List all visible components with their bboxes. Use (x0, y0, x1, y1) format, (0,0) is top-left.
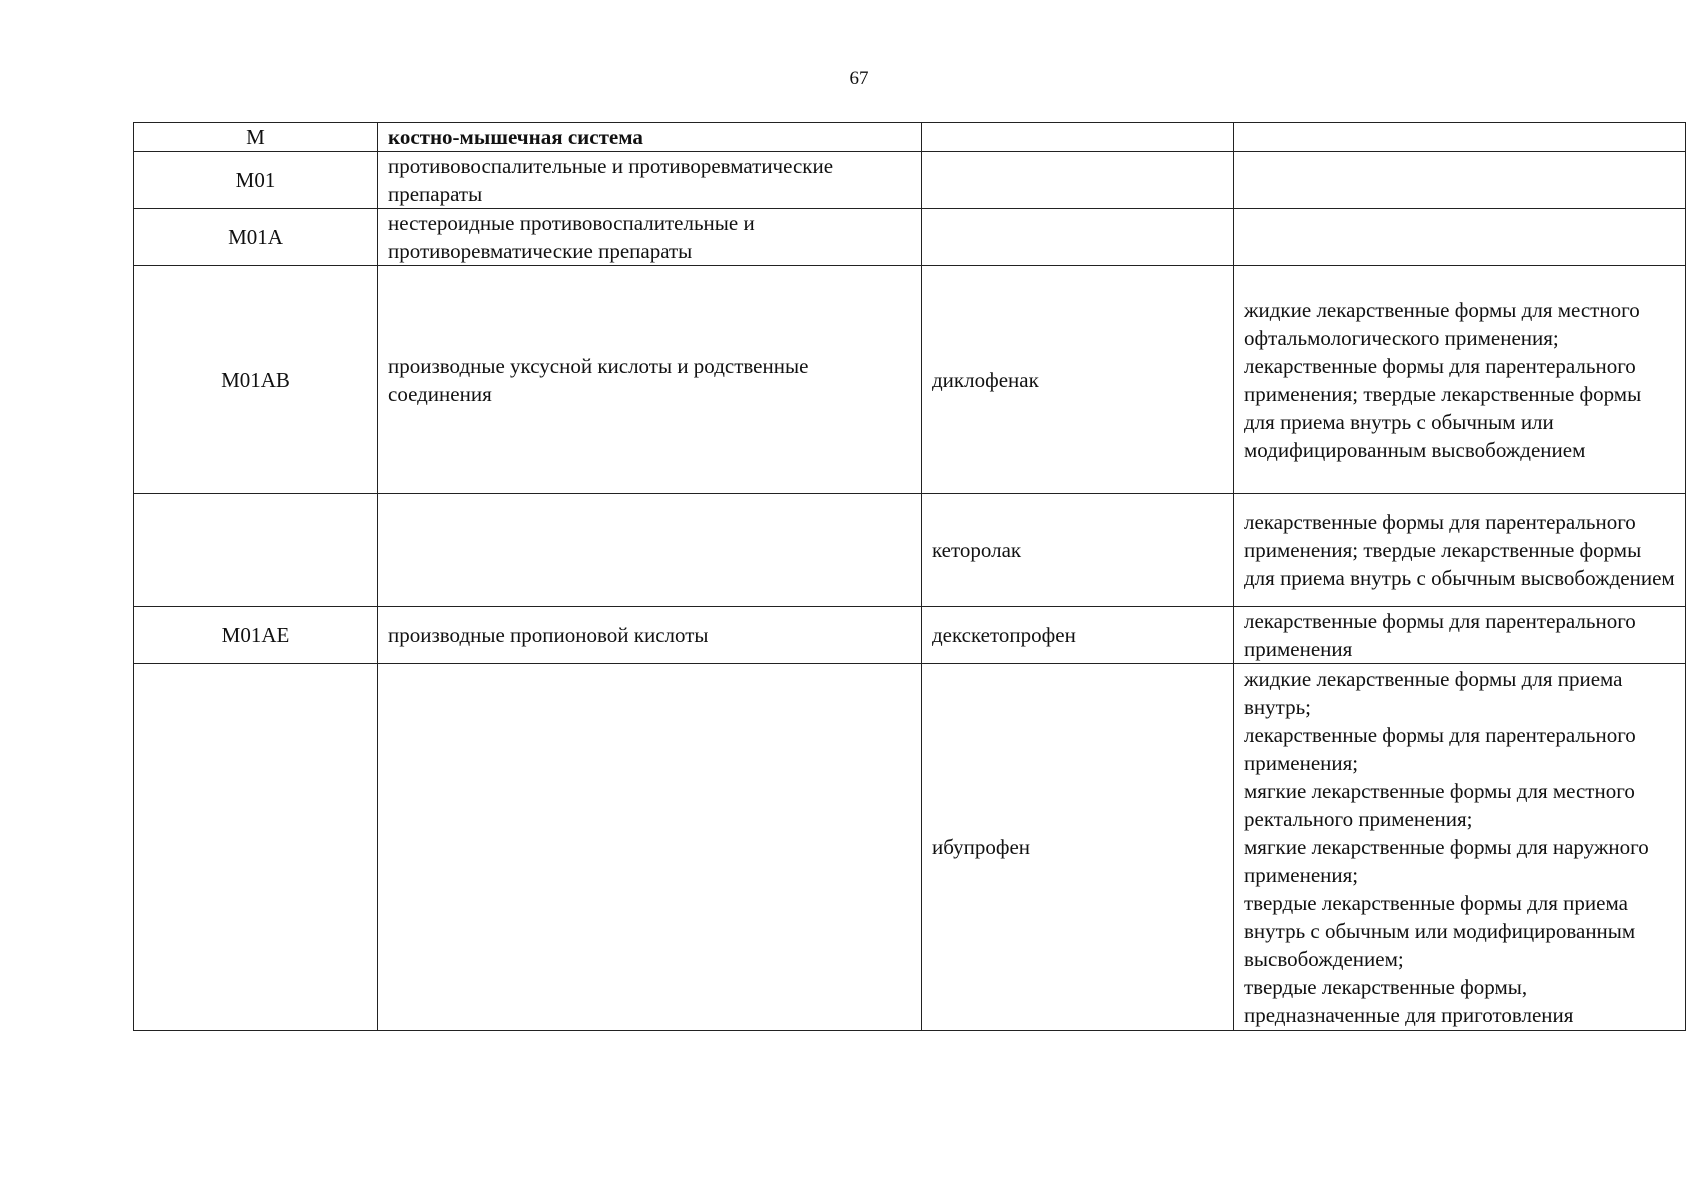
table-row-m01a (134, 209, 1686, 266)
drug-name-cell: декскетопрофен (922, 607, 1234, 664)
table-row-ketorolac (134, 494, 1686, 607)
table-row-section-m (134, 123, 1686, 152)
atc-code-cell (134, 664, 378, 1031)
dosage-form-cell: лекарственные формы для парентерального применения; твердые лекарственные формы для приема внутрь с обычным высвобождением (1234, 494, 1686, 607)
atc-code-cell: M01AB (134, 266, 378, 494)
atc-code-cell: M (134, 123, 378, 152)
dosage-form-cell (1234, 209, 1686, 266)
table-row-m01ab (134, 266, 1686, 494)
drug-name-cell (922, 209, 1234, 266)
anatomical-group-cell: костно-мышечная система (378, 123, 922, 152)
atc-code-cell (134, 494, 378, 607)
table-row-m01 (134, 152, 1686, 209)
atc-code-cell: M01 (134, 152, 378, 209)
dosage-form-cell: жидкие лекарственные формы для местного офтальмологического применения; лекарственные формы для парентерального применения; твердые лекарственные формы для приема внутрь с обычным или модифицированным высвобождением (1234, 266, 1686, 494)
dosage-form-cell: лекарственные формы для парентерального применения (1234, 607, 1686, 664)
dosage-form-cell: жидкие лекарственные формы для приема внутрь; лекарственные формы для парентерального применения; мягкие лекарственные формы для местного ректального применения; мягкие лекарственные формы для наружного применения; твердые лекарственные формы для приема внутрь с обычным или модифицированным высвобождением; твердые лекарственные формы, предназначенные для приготовления (1234, 664, 1686, 1031)
anatomical-group-cell (378, 494, 922, 607)
drug-name-cell (922, 152, 1234, 209)
anatomical-group-cell: нестероидные противовоспалительные и противоревматические препараты (378, 209, 922, 266)
page-number-text: 67 (849, 68, 869, 89)
medication-table (133, 122, 1686, 1031)
drug-name-cell: диклофенак (922, 266, 1234, 494)
anatomical-group-cell: противовоспалительные и противоревматические препараты (378, 152, 922, 209)
dosage-form-cell (1234, 123, 1686, 152)
page-number (0, 68, 1698, 90)
dosage-form-cell (1234, 152, 1686, 209)
anatomical-group-cell: производные пропионовой кислоты (378, 607, 922, 664)
drug-name-cell: ибупрофен (922, 664, 1234, 1031)
anatomical-group-cell (378, 664, 922, 1031)
atc-code-cell: M01AE (134, 607, 378, 664)
atc-code-cell: M01A (134, 209, 378, 266)
table-row-m01ae (134, 607, 1686, 664)
table-row-ibuprofen (134, 664, 1686, 1031)
drug-name-cell (922, 123, 1234, 152)
drug-name-cell: кеторолак (922, 494, 1234, 607)
anatomical-group-cell: производные уксусной кислоты и родственные соединения (378, 266, 922, 494)
